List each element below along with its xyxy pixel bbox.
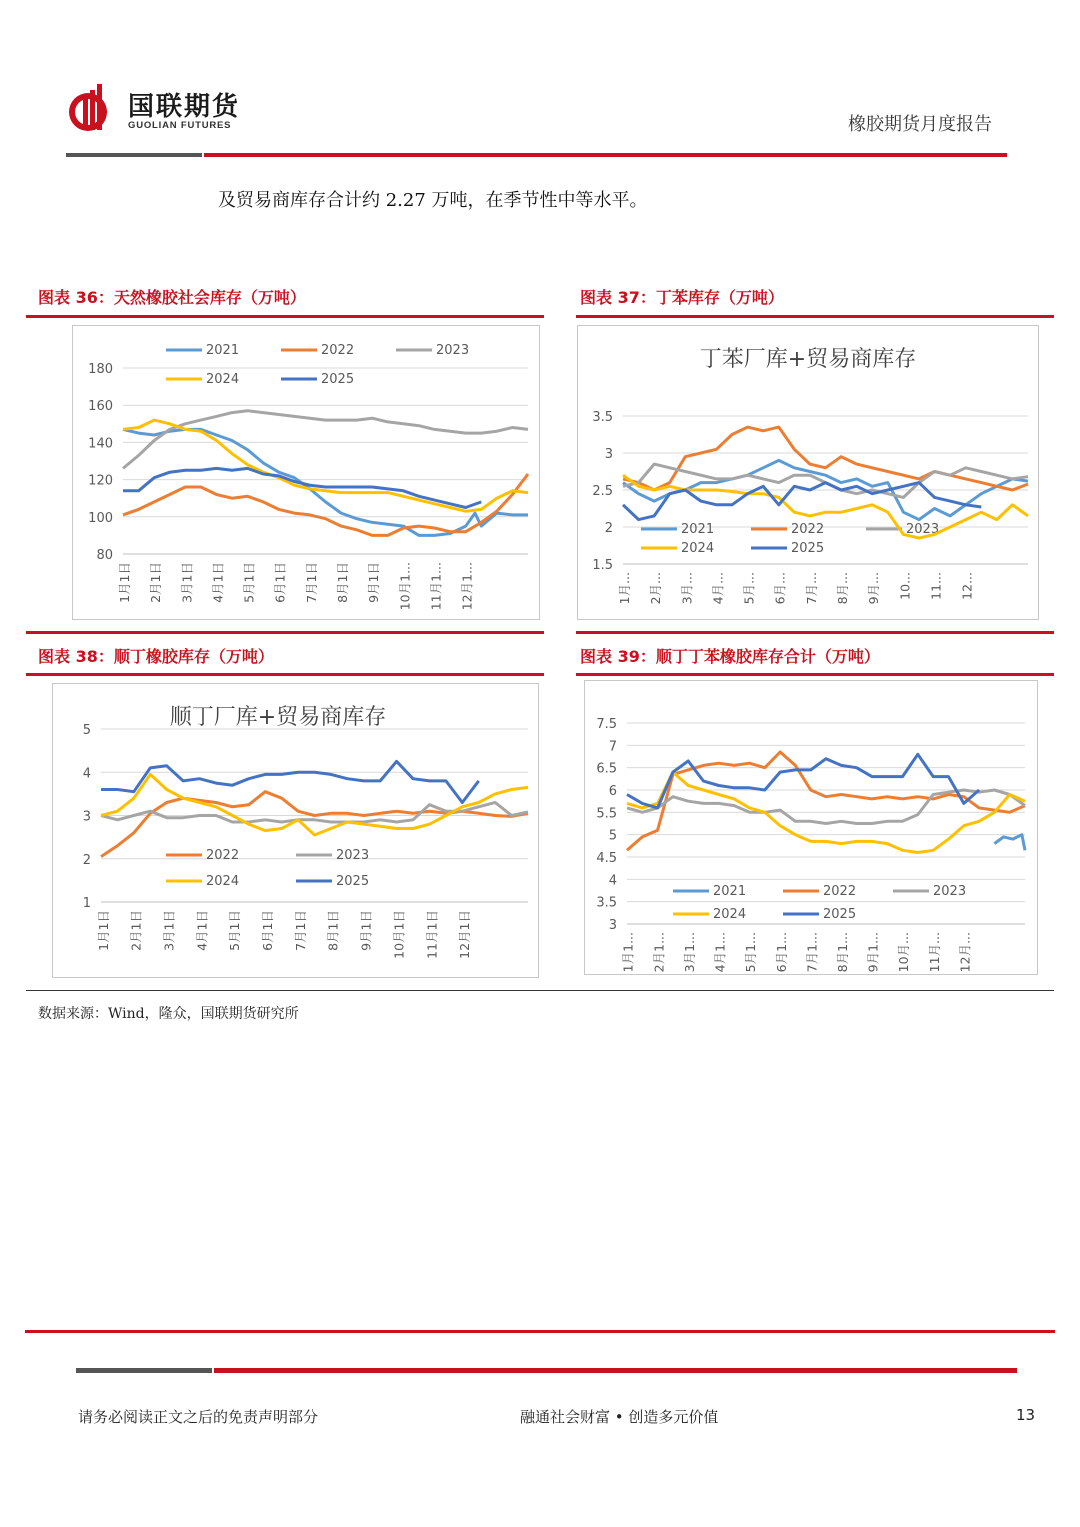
fig39-ytick-label: 4.5 (596, 851, 617, 866)
footer-top-rule (25, 1330, 1055, 1333)
fig39-legend-label-2022: 2022 (823, 884, 857, 899)
fig36-panel (72, 325, 540, 620)
fig39-ytick-label: 5 (608, 828, 617, 844)
fig38-ytick-label: 1 (82, 896, 91, 911)
fig38-xtick-label: 7月1日 (292, 910, 308, 951)
fig38-rule (26, 673, 544, 676)
fig36-xtick-label: 7月1日 (303, 562, 319, 603)
fig39-xtick-label: 9月1... (865, 932, 881, 973)
fig38-xtick-label: 3月1日 (161, 910, 177, 951)
fig39-xtick-label: 12月... (957, 932, 973, 973)
fig37-ytick-label: 3.5 (592, 410, 613, 425)
body-paragraph: 及贸易商库存合计约 2.27 万吨，在季节性中等水平。 (218, 190, 648, 211)
fig39-series-2021 (994, 835, 1025, 851)
fig39-ytick-label: 4 (608, 873, 617, 889)
fig37-xtick-label: 7月... (803, 572, 819, 605)
fig37-chart (578, 326, 1038, 619)
fig37-chart-title: 丁苯厂库+贸易商库存 (699, 347, 917, 372)
fig38-xtick-label: 12月1日 (457, 910, 473, 959)
fig37-xtick-label: 11... (928, 572, 944, 600)
logo-chinese-name: 国联期货 (128, 92, 241, 122)
footer-disclaimer: 请务必阅读正文之后的免责声明部分 (78, 1408, 319, 1426)
fig38-xtick-label: 8月1日 (325, 910, 341, 951)
fig38-xtick-label: 4月1日 (194, 910, 210, 951)
fig39-legend-label-2025: 2025 (823, 907, 857, 922)
fig39-xtick-label: 5月1... (743, 932, 759, 973)
fig36-legend-label-2023: 2023 (436, 343, 470, 358)
fig39-rule (576, 673, 1054, 676)
fig36-xtick-label: 6月1日 (272, 562, 288, 603)
fig39-xtick-label: 6月1... (773, 932, 789, 973)
fig38-xtick-label: 11月1日 (424, 910, 440, 959)
fig37-xtick-label: 3月... (679, 572, 695, 605)
fig37-bottom-rule (576, 631, 1054, 634)
report-title: 橡胶期货月度报告 (848, 114, 992, 135)
fig39-legend-label-2023: 2023 (933, 884, 967, 899)
fig39-xtick-label: 11月... (926, 932, 942, 973)
fig37-legend-label-2021: 2021 (681, 522, 715, 537)
fig37-legend-label-2024: 2024 (681, 541, 715, 556)
fig36-ytick-label: 160 (88, 399, 113, 415)
fig38-ytick-label: 3 (82, 809, 91, 825)
fig37-xtick-label: 4月... (710, 572, 726, 605)
header-divider-red (204, 153, 1007, 157)
footer-divider-grey (76, 1368, 212, 1373)
fig38-xtick-label: 5月1日 (227, 910, 243, 951)
fig36-xtick-label: 10月1... (397, 562, 413, 611)
fig36-ytick-label: 120 (88, 473, 113, 489)
fig36-legend-label-2021: 2021 (206, 343, 240, 358)
fig39-series-2023 (627, 790, 1025, 824)
fig39-xtick-label: 4月1... (712, 932, 728, 973)
footer-slogan: 融通社会财富 • 创造多元价值 (520, 1408, 719, 1426)
fig39-ytick-label: 3 (608, 918, 617, 933)
fig37-panel (577, 325, 1039, 620)
fig38-legend-label-2023: 2023 (336, 848, 370, 863)
fig36-bottom-rule (26, 631, 544, 634)
fig39-xtick-label: 8月1... (834, 932, 850, 973)
logo-emblem-icon (66, 82, 122, 136)
fig38-xtick-label: 2月1日 (128, 910, 144, 951)
fig39-xtick-label: 1月1... (620, 932, 636, 973)
fig39-title: 图表 39：顺丁丁苯橡胶库存合计（万吨） (580, 647, 880, 666)
fig36-chart (73, 326, 539, 619)
header-divider-grey (66, 153, 202, 157)
fig37-ytick-label: 1.5 (592, 558, 613, 573)
fig37-xtick-label: 9月... (866, 572, 882, 605)
fig37-xtick-label: 8月... (835, 572, 851, 605)
fig38-title: 图表 38：顺丁橡胶库存（万吨） (38, 647, 274, 666)
fig36-ytick-label: 80 (96, 548, 113, 563)
fig37-rule (576, 315, 1054, 318)
footer-divider-red (214, 1368, 1017, 1373)
fig39-ytick-label: 7.5 (596, 717, 617, 732)
fig37-title: 图表 37：丁苯库存（万吨） (580, 288, 784, 307)
fig36-series-2023 (123, 411, 528, 469)
fig36-ytick-label: 100 (88, 510, 113, 526)
fig38-xtick-label: 10月1日 (391, 910, 407, 959)
fig37-legend-label-2023: 2023 (906, 522, 940, 537)
fig39-xtick-label: 7月1... (804, 932, 820, 973)
fig36-legend-label-2022: 2022 (321, 343, 355, 358)
fig39-legend-label-2021: 2021 (713, 884, 747, 899)
fig39-ytick-label: 3.5 (596, 895, 617, 911)
fig38-xtick-label: 1月1日 (95, 910, 111, 951)
fig36-xtick-label: 1月1日 (116, 562, 132, 603)
fig38-chart-title: 顺丁厂库+贸易商库存 (169, 705, 387, 730)
fig37-xtick-label: 12... (959, 572, 975, 600)
fig36-legend-label-2025: 2025 (321, 372, 355, 387)
fig38-xtick-label: 6月1日 (260, 910, 276, 951)
fig39-xtick-label: 3月1... (681, 932, 697, 973)
fig39-ytick-label: 5.5 (596, 806, 617, 822)
fig39-xtick-label: 2月1... (651, 932, 667, 973)
fig36-xtick-label: 12月1... (459, 562, 475, 611)
fig37-xtick-label: 5月... (741, 572, 757, 605)
fig39-ytick-label: 6.5 (596, 761, 617, 777)
fig36-xtick-label: 2月1日 (148, 562, 164, 603)
fig36-xtick-label: 3月1日 (179, 562, 195, 603)
fig37-ytick-label: 3 (604, 447, 613, 462)
fig38-legend-label-2025: 2025 (336, 874, 370, 889)
fig36-xtick-label: 11月1... (428, 562, 444, 611)
fig36-ytick-label: 180 (88, 362, 113, 377)
fig36-rule (26, 315, 544, 318)
fig38-legend-label-2024: 2024 (206, 874, 240, 889)
fig37-ytick-label: 2 (604, 521, 613, 536)
fig37-xtick-label: 1月... (616, 572, 632, 605)
fig39-chart (585, 681, 1037, 974)
fig38-ytick-label: 5 (82, 723, 91, 738)
fig36-xtick-label: 5月1日 (241, 562, 257, 603)
data-source: 数据来源：Wind，隆众，国联期货研究所 (38, 1006, 299, 1022)
fig36-ytick-label: 140 (88, 436, 113, 452)
fig39-panel (584, 680, 1038, 975)
fig38-panel (52, 683, 539, 978)
fig36-xtick-label: 8月1日 (335, 562, 351, 603)
fig36-title: 图表 36：天然橡胶社会库存（万吨） (38, 288, 306, 307)
fig37-legend-label-2025: 2025 (791, 541, 825, 556)
fig37-xtick-label: 2月... (648, 572, 664, 605)
page-number: 13 (1016, 1406, 1036, 1424)
logo-english-name: GUOLIAN FUTURES (128, 120, 232, 131)
fig37-ytick-label: 2.5 (592, 484, 613, 499)
fig37-legend-label-2022: 2022 (791, 522, 825, 537)
fig37-xtick-label: 10... (897, 572, 913, 600)
fig37-series-2022 (623, 427, 1028, 490)
fig38-legend-label-2022: 2022 (206, 848, 240, 863)
fig36-xtick-label: 4月1日 (210, 562, 226, 603)
fig39-legend-label-2024: 2024 (713, 907, 747, 922)
fig36-xtick-label: 9月1日 (366, 562, 382, 603)
fig39-ytick-label: 6 (608, 784, 617, 799)
fig38-ytick-label: 2 (82, 852, 91, 868)
fig38-ytick-label: 4 (82, 766, 91, 782)
fig38-xtick-label: 9月1日 (358, 910, 374, 951)
fig36-legend-label-2024: 2024 (206, 372, 240, 387)
fig39-xtick-label: 10月... (896, 932, 912, 973)
fig38-chart (53, 684, 538, 977)
figures-bottom-rule (26, 990, 1054, 991)
fig39-ytick-label: 7 (608, 739, 617, 755)
fig37-xtick-label: 6月... (772, 572, 788, 605)
